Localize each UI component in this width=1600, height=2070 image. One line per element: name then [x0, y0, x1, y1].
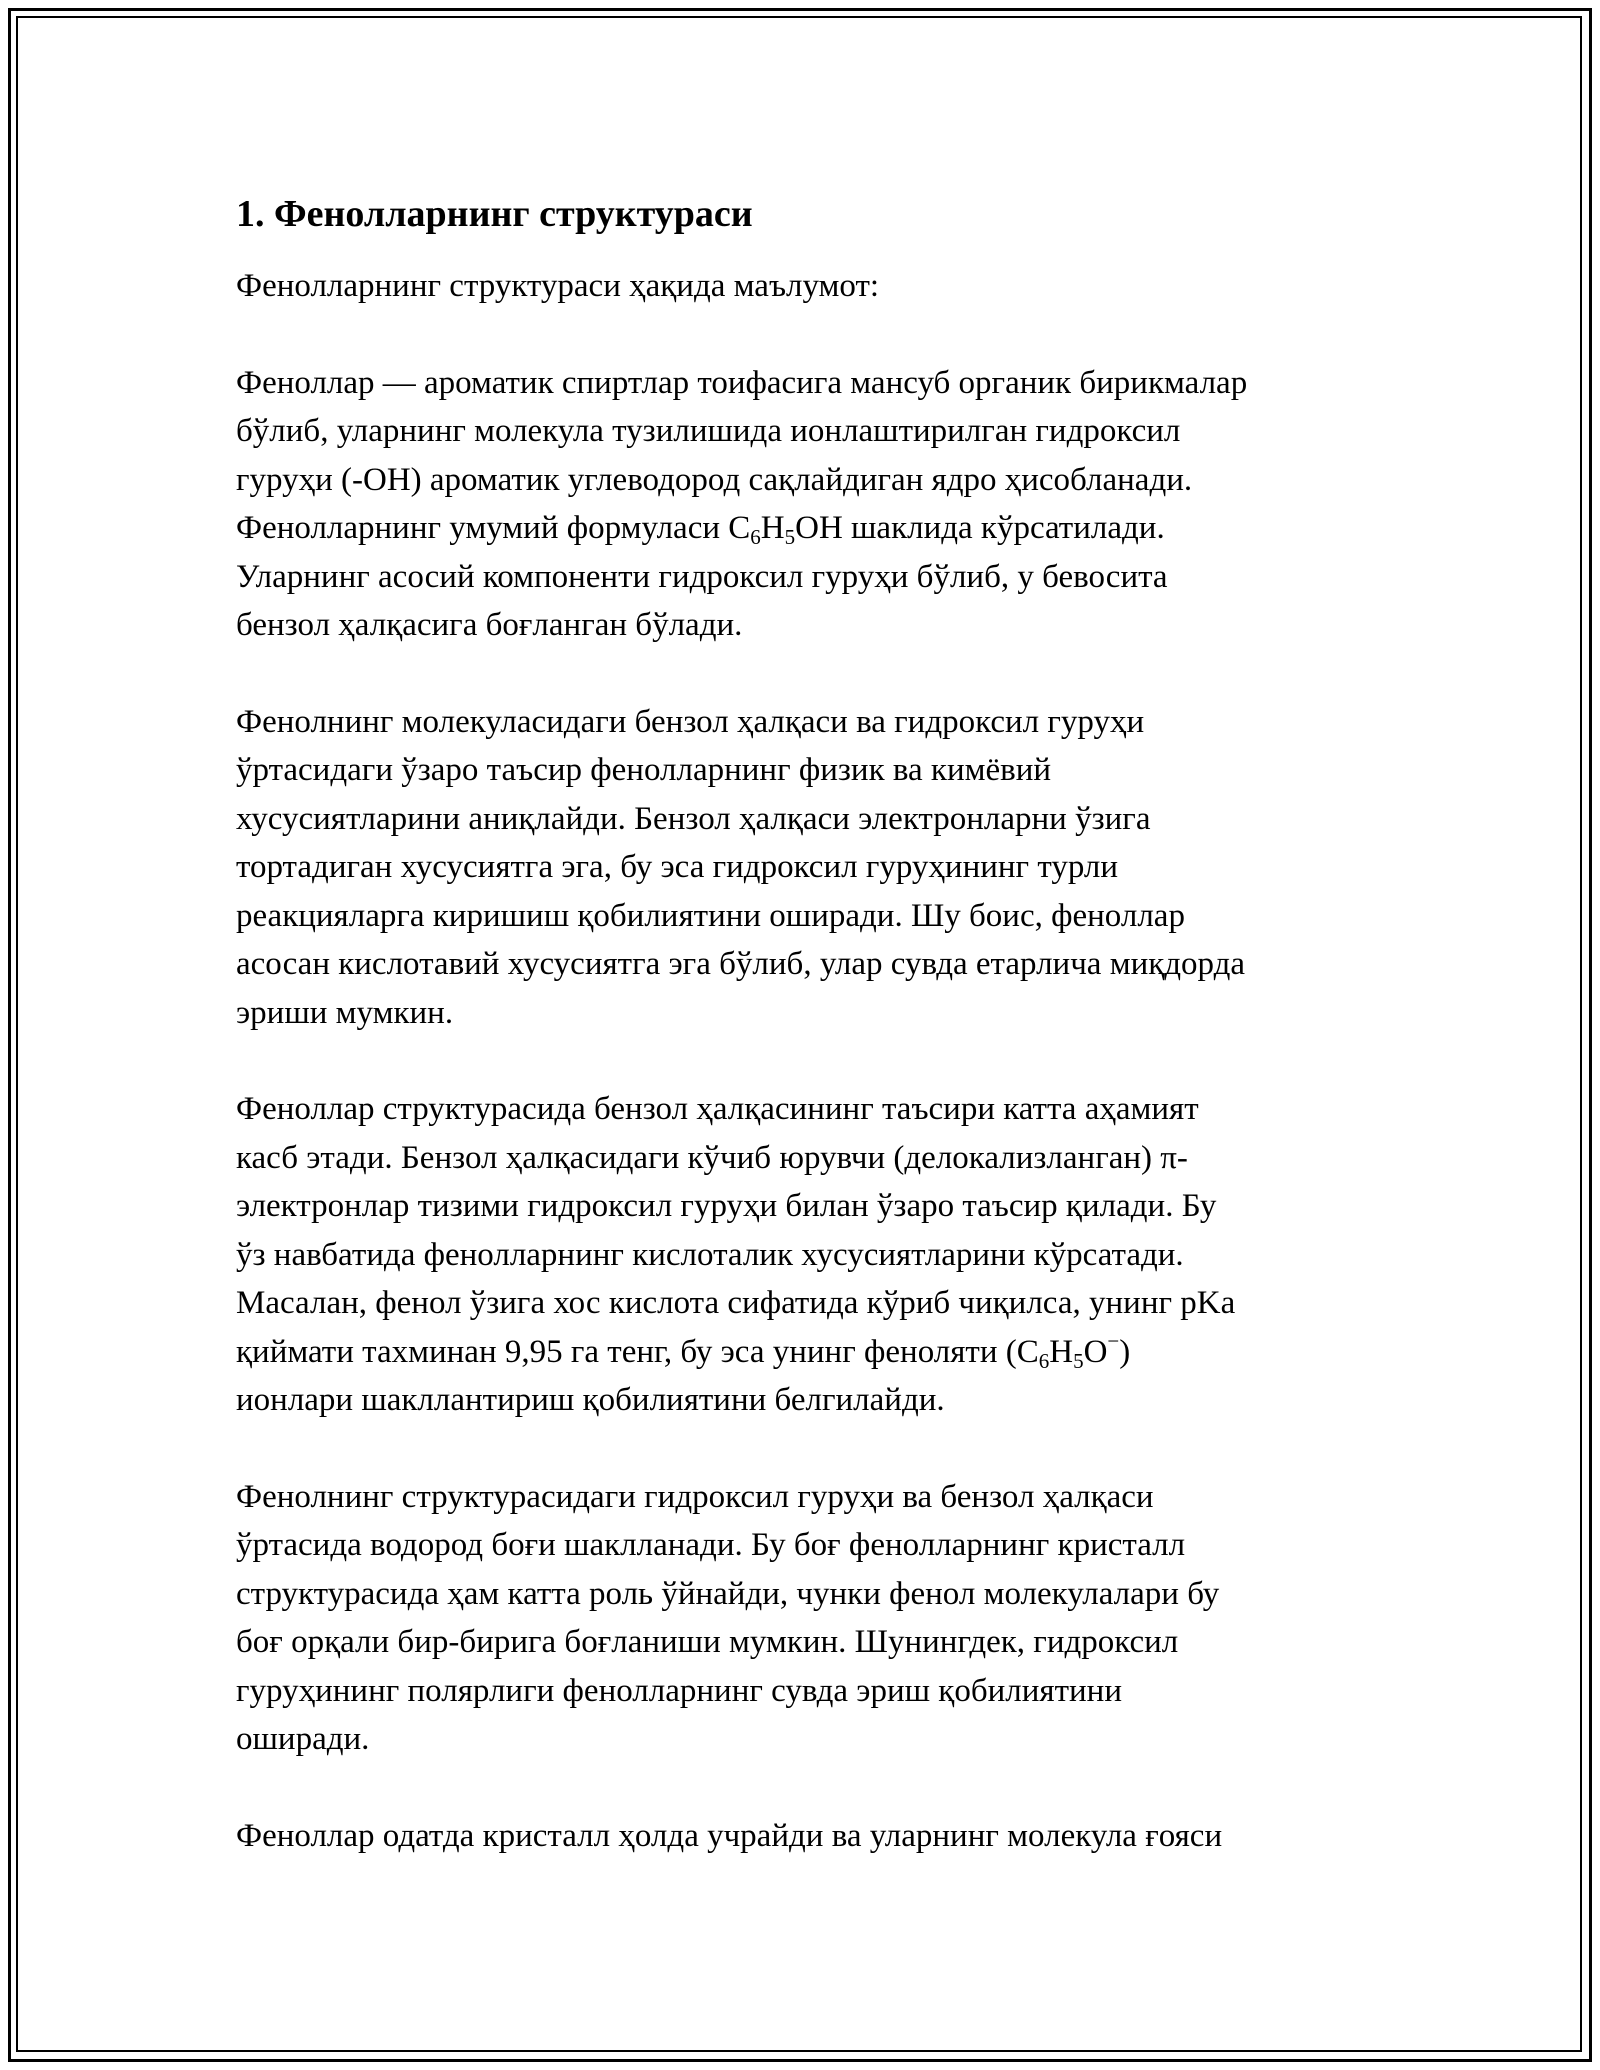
paragraph-text: H	[1049, 1333, 1074, 1370]
paragraph-definition	[236, 359, 1366, 650]
paragraph-benzene-ring	[236, 1085, 1366, 1425]
section-heading: 1. Фенолларнинг структураси	[236, 193, 753, 235]
intro-paragraph: Фенолларнинг структураси ҳақида маълумот:	[236, 268, 880, 304]
paragraph-crystal: Феноллар одатда кристалл ҳолда учрайди ва уларнинг молекула ғояси	[236, 1817, 1223, 1854]
subscript: 5	[1073, 1348, 1084, 1373]
paragraph-hydrogen-bond: Фенолнинг структурасидаги гидроксил гуруҳи ва бензол ҳалқаси ўртасида водород боғи шаклланади. Бу боғ фенолларнинг кристалл структурасида ҳам катта роль ўйнайди, чунки фенол молекулалари бу боғ орқали бир-бирига боғланиши мумкин. Шунингдек, гидроксил гуруҳининг полярлиги фенолларнинг сувда эриш қобилиятини оширади.	[236, 1478, 1220, 1757]
paragraph-text: H	[760, 510, 785, 546]
superscript: −	[1107, 1328, 1120, 1353]
paragraph-text: ) ионлари шакллантириш қобилиятини белгилайди.	[236, 1333, 1131, 1418]
paragraph-text: Феноллар — ароматик спиртлар тоифасига мансуб органик бирикмалар бўлиб, уларнинг молекула тузилишида ионлаштирилган гидроксил гуруҳи (-OH) ароматик углеводород сақлайдиган ядро ҳисобланади. Фенолларнинг умумий формуласи C	[236, 364, 1248, 546]
subscript: 6	[750, 525, 761, 549]
paragraph-text: O	[1083, 1333, 1108, 1370]
document-body	[236, 188, 1366, 1908]
subscript: 6	[1038, 1348, 1050, 1373]
subscript: 5	[784, 525, 796, 549]
paragraph-text: Феноллар структурасида бензол ҳалқасининг таъсири катта аҳамият касб этади. Бензол ҳалқасидаги кўчиб юрувчи (делокализланган) π- электронлар тизими гидроксил гуруҳи билан ўзаро таъсир қилади. Бу ўз навбатида фенолларнинг кислоталик хусусиятларини кўрсатади. Масалан, фенол ўзига хос кислота сифатида кўриб чиқилса, унинг pKa қиймати тахминан 9,95 га тенг, бу эса унинг феноляти (C	[236, 1091, 1236, 1370]
paragraph-interaction: Фенолнинг молекуласидаги бензол ҳалқаси ва гидроксил гуруҳи ўртасидаги ўзаро таъсир фенолларнинг физик ва кимёвий хусусиятларини аниқлайди. Бензол ҳалқаси электронларни ўзига тортадиган хусусиятга эга, бу эса гидроксил гуруҳининг турли реакцияларга киришиш қобилиятини оширади. Шу боис, феноллар асосан кислотавий хусусиятга эга бўлиб, улар сувда етарлича миқдорда эриши мумкин.	[236, 703, 1246, 1031]
paragraph-text: OH шаклида кўрсатилади. Уларнинг асосий компоненти гидроксил гуруҳи бўлиб, у бевосита бензол ҳалқасига боғланган бўлади.	[236, 510, 1168, 643]
